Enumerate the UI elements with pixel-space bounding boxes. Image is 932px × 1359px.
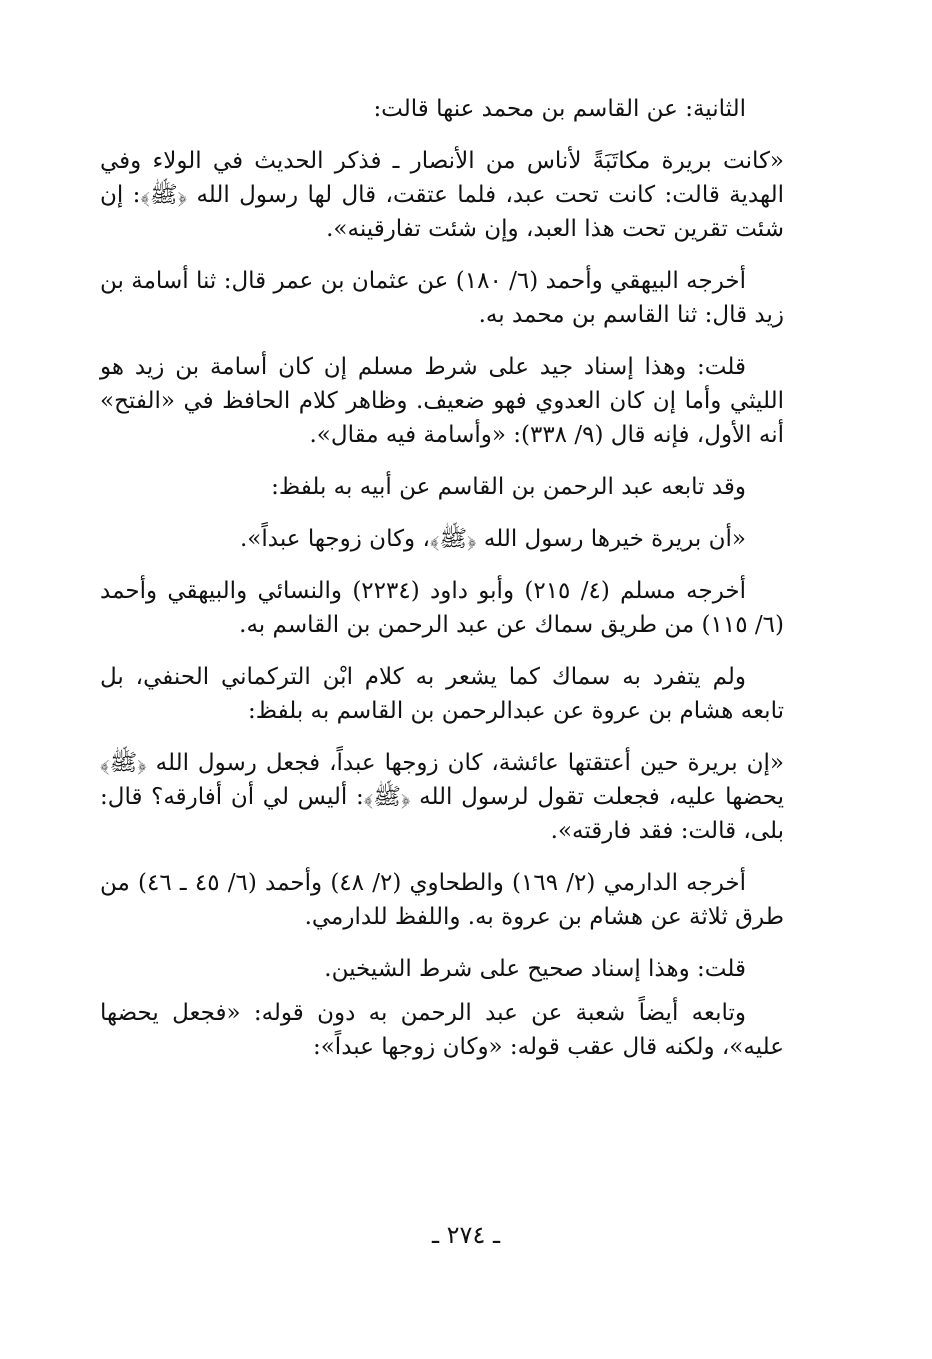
paragraph-5: وقد تابعه عبد الرحمن بن القاسم عن أبيه به بلفظ: <box>271 474 746 500</box>
paragraph-4: قلت: وهذا إسناد جيد على شرط مسلم إن كان أسامة بن زيد هو الليثي وأما إن كان العدوي فهو ضعيف. وظاهر كلام الحافظ في «الفتح» أنه الأول، فإنه قال (٩/ ٣٣٨): «وأسامة فيه مقال». <box>100 354 784 448</box>
paragraph-9: «إن بريرة حين أعتقتها عائشة، كان زوجها عبداً، فجعل رسول الله ﴿ﷺ﴾ يحضها عليه، فجعلت تقول لرسول الله ﴿ﷺ﴾: أليس لي أن أفارقه؟ قال: بلى، قالت: فقد فارقته». <box>100 750 784 844</box>
paragraph-3: أخرجه البيهقي وأحمد (٦/ ١٨٠) عن عثمان بن عمر قال: ثنا أسامة بن زيد قال: ثنا القاسم بن محمد به. <box>100 268 784 328</box>
paragraph-6: «أن بريرة خيرها رسول الله ﴿ﷺ﴾، وكان زوجها عبداً». <box>240 526 746 552</box>
paragraph-10: أخرجه الدارمي (٢/ ١٦٩) والطحاوي (٢/ ٤٨) وأحمد (٦/ ٤٥ ـ ٤٦) من طرق ثلاثة عن هشام بن عروة به. واللفظ للدارمي. <box>100 870 784 930</box>
paragraph-8: ولم يتفرد به سماك كما يشعر به كلام ابْن التركماني الحنفي، بل تابعه هشام بن عروة عن عبدالرحمن بن القاسم به بلفظ: <box>100 664 784 724</box>
paragraph-2: «كانت بريرة مكاتَبَةً لأناس من الأنصار ـ فذكر الحديث في الولاء وفي الهدية قالت: كانت تحت عبد، فلما عتقت، قال لها رسول الله ﴿ﷺ﴾: إن شئت تقرين تحت هذا العبد، وإن شئت تفارقينه». <box>100 148 784 242</box>
body-text <box>100 92 784 1082</box>
paragraph-7: أخرجه مسلم (٤/ ٢١٥) وأبو داود (٢٢٣٤) والنسائي والبيهقي وأحمد (٦/ ١١٥) من طريق سماك عن عبد الرحمن بن القاسم به. <box>100 578 784 638</box>
paragraph-11: قلت: وهذا إسناد صحيح على شرط الشيخين. <box>324 956 746 982</box>
paragraph-12: وتابعه أيضاً شعبة عن عبد الرحمن به دون قوله: «فجعل يحضها عليه»، ولكنه قال عقب قوله: «وكان زوجها عبداً»: <box>100 1000 784 1060</box>
paragraph-1: الثانية: عن القاسم بن محمد عنها قالت: <box>373 96 746 122</box>
page-number: ـ ٢٧٤ ـ <box>431 1221 500 1249</box>
